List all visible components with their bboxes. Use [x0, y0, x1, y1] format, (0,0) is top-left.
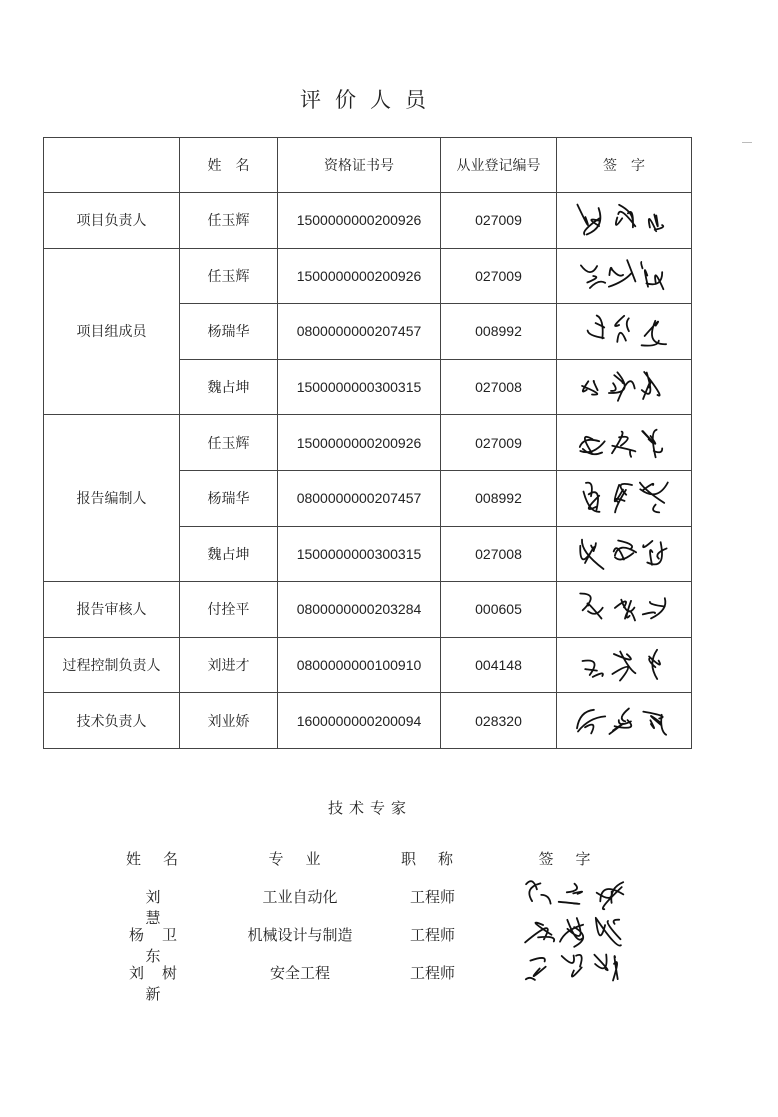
- expert-title: 工程师: [409, 889, 455, 906]
- table-row: [44, 582, 692, 638]
- handwritten-signature: [569, 476, 679, 520]
- name-cell: 杨瑞华: [180, 470, 278, 526]
- name-cell: 任玉辉: [180, 415, 278, 471]
- cert-number-cell: 0800000000100910: [278, 637, 441, 693]
- experts-header-major: 专业: [268, 851, 343, 868]
- table-row: [44, 415, 692, 471]
- expert-name: 杨卫东: [128, 927, 195, 965]
- role-cell: 过程控制负责人: [44, 637, 180, 693]
- handwritten-signature: [569, 699, 679, 743]
- signature-cell: [557, 248, 692, 304]
- expert-title: 工程师: [409, 965, 455, 982]
- registration-number-cell: 028320: [441, 693, 557, 749]
- cert-number-cell: 1500000000300315: [278, 526, 441, 582]
- registration-number-cell: 027009: [441, 193, 557, 249]
- expert-name: 刘树新: [128, 965, 195, 1003]
- signature-cell: [557, 359, 692, 415]
- expert-row: [0, 924, 778, 965]
- signature-cell: [557, 470, 692, 526]
- experts-section: [0, 848, 778, 1003]
- cert-number-cell: 0800000000203284: [278, 582, 441, 638]
- table-header-row: [44, 138, 692, 193]
- name-cell: 付拴平: [180, 582, 278, 638]
- cert-number-cell: 1500000000200926: [278, 248, 441, 304]
- expert-row: [0, 962, 778, 1003]
- name-cell: 魏占坤: [180, 359, 278, 415]
- name-cell: 任玉辉: [180, 248, 278, 304]
- handwritten-signature: [569, 643, 679, 687]
- expert-row: [0, 886, 778, 927]
- expert-major: 工业自动化: [262, 889, 338, 906]
- table-row: [44, 693, 692, 749]
- role-cell: 项目负责人: [44, 193, 180, 249]
- signature-cell: [557, 637, 692, 693]
- cert-number-cell: 0800000000207457: [278, 470, 441, 526]
- expert-major: 安全工程: [269, 965, 330, 982]
- registration-number-cell: 000605: [441, 582, 557, 638]
- expert-name: 刘 慧: [145, 889, 212, 927]
- signature-cell: [557, 526, 692, 582]
- cert-number-cell: 1600000000200094: [278, 693, 441, 749]
- handwritten-signature: [569, 587, 679, 631]
- name-cell: 刘业娇: [180, 693, 278, 749]
- name-cell: 杨瑞华: [180, 304, 278, 360]
- registration-number-cell: 027008: [441, 526, 557, 582]
- header-name: 姓 名: [180, 138, 278, 193]
- experts-header-title: 职称: [400, 851, 475, 868]
- expert-major: 机械设计与制造: [247, 927, 353, 944]
- cert-number-cell: 1500000000200926: [278, 415, 441, 471]
- handwritten-signature: [569, 532, 679, 576]
- handwritten-signature: [569, 365, 679, 409]
- signature-cell: [557, 304, 692, 360]
- experts-header-row: [0, 848, 778, 886]
- role-cell: 报告编制人: [44, 415, 180, 582]
- registration-number-cell: 027008: [441, 359, 557, 415]
- experts-title: 技术专家: [327, 800, 412, 817]
- cert-number-cell: 1500000000200926: [278, 193, 441, 249]
- experts-header-signature: 签字: [538, 851, 613, 868]
- margin-mark: [742, 142, 752, 143]
- registration-number-cell: 004148: [441, 637, 557, 693]
- signature-cell: [557, 415, 692, 471]
- header-cert: 资格证书号: [278, 138, 441, 193]
- handwritten-signature: [569, 198, 679, 242]
- role-cell: 技术负责人: [44, 693, 180, 749]
- role-cell: 报告审核人: [44, 582, 180, 638]
- header-role: [44, 138, 180, 193]
- registration-number-cell: 027009: [441, 415, 557, 471]
- signature-cell: [557, 582, 692, 638]
- header-signature: 签 字: [557, 138, 692, 193]
- registration-number-cell: 008992: [441, 470, 557, 526]
- cert-number-cell: 1500000000300315: [278, 359, 441, 415]
- signature-cell: [557, 693, 692, 749]
- table-row: [44, 637, 692, 693]
- registration-number-cell: 027009: [441, 248, 557, 304]
- table-row: [44, 193, 692, 249]
- expert-signature: [515, 946, 635, 997]
- experts-header-name: 姓名: [125, 851, 200, 868]
- name-cell: 任玉辉: [180, 193, 278, 249]
- handwritten-signature: [569, 254, 679, 298]
- name-cell: 魏占坤: [180, 526, 278, 582]
- handwritten-signature: [569, 421, 679, 465]
- expert-title: 工程师: [409, 927, 455, 944]
- signature-cell: [557, 193, 692, 249]
- cert-number-cell: 0800000000207457: [278, 304, 441, 360]
- page-title: 评价人员: [300, 89, 440, 112]
- evaluation-personnel-table: [43, 137, 692, 749]
- role-cell: 项目组成员: [44, 248, 180, 415]
- header-reg: 从业登记编号: [441, 138, 557, 193]
- table-row: [44, 248, 692, 304]
- registration-number-cell: 008992: [441, 304, 557, 360]
- handwritten-signature: [569, 309, 679, 353]
- name-cell: 刘进才: [180, 637, 278, 693]
